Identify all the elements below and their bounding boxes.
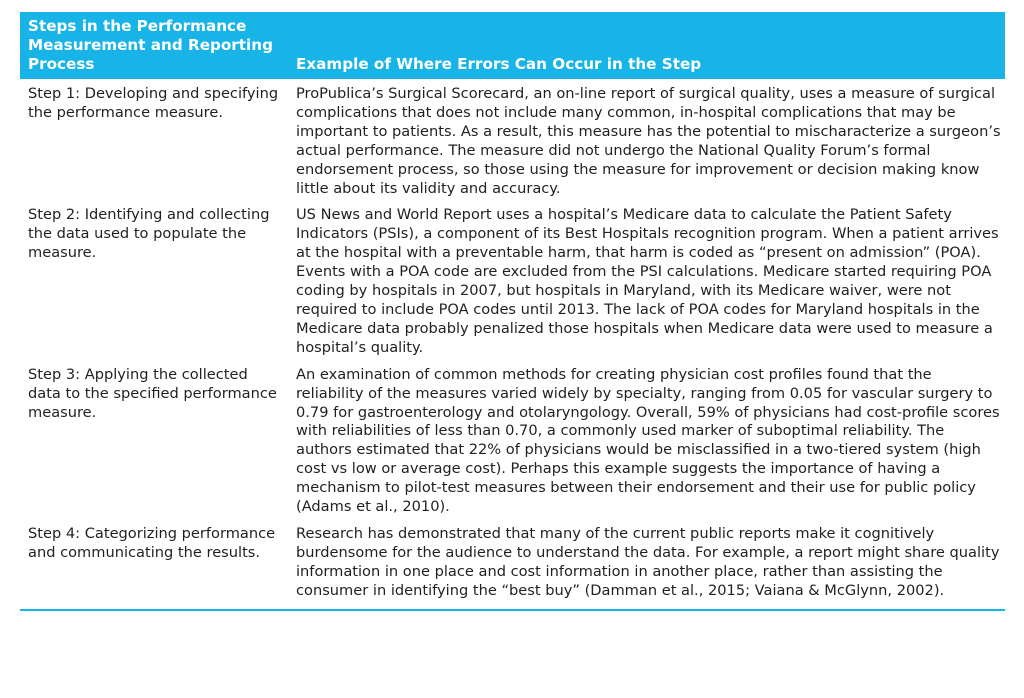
header-row — [20, 12, 1005, 79]
table-row — [20, 200, 1005, 359]
step-cell: Step 3: Applying the collected data to the specified performance measure. — [28, 365, 277, 421]
table-row — [20, 519, 1005, 603]
step-cell: Step 1: Developing and specifying the performance measure. — [28, 85, 279, 121]
table-header — [20, 12, 1005, 79]
example-cell: US News and World Report uses a hospital’s Medicare data to calculate the Patient Safety Indicators (PSIs), a component of its Best Hospitals recognition program. When a patient arrives at the hospital with a preventable harm, that harm is coded as “present on admission” (POA). Events with a POA code are excluded from the PSI calculations. Medicare started requiring POA coding by hospitals in 2007, but hospitals in Maryland, with its Medicare waiver, were not required to include POA codes until 2013. The lack of POA codes for Maryland hospitals in the Medicare data probably penalized those hospitals when Medicare data were used to measure a hospital’s quality. — [296, 206, 999, 356]
table-bottom-rule — [20, 609, 1005, 611]
errors-table — [20, 12, 1005, 603]
header-examples: Example of Where Errors Can Occur in the Step — [288, 12, 1005, 79]
step-cell: Step 4: Categorizing performance and communicating the results. — [28, 524, 276, 561]
errors-table-container — [20, 12, 1005, 611]
example-cell: Research has demonstrated that many of the current public reports make it cognitively burdensome for the audience to understand the data. For example, a report might share quality information in one place and cost information in another place, rather than assisting the consumer in identifying the “best buy” (Damman et al., 2015; Vaiana & McGlynn, 2002). — [296, 524, 1000, 599]
step-cell: Step 2: Identifying and collecting the data used to populate the measure. — [28, 206, 270, 262]
example-cell: ProPublica’s Surgical Scorecard, an on-line report of surgical quality, uses a measure of surgical complications that does not include many common, in-hospital complications that may be important to patients. As a result, this measure has the potential to mischaracterize a surgeon’s actual performance. The measure did not undergo the National Quality Forum’s formal endorsement process, so those using the measure for improvement or decision making know little about its validity and accuracy. — [296, 85, 1001, 197]
table-row — [20, 79, 1005, 200]
table-row — [20, 360, 1005, 519]
header-steps: Steps in the Performance Measurement and Reporting Process — [20, 12, 288, 79]
table-body — [20, 79, 1005, 603]
example-cell: An examination of common methods for creating physician cost profiles found that the reliability of the measures varied widely by specialty, ranging from 0.05 for vascular surgery to 0.79 for gastroenterology and otolaryngology. Overall, 59% of physicians had cost-profile scores with reliabilities of less than 0.70, a commonly used marker of suboptimal reliability. The authors estimated that 22% of physicians would be misclassified in a two-tiered system (high cost vs low or average cost). Perhaps this example suggests the importance of having a mechanism to pilot-test measures between their endorsement and their use for public policy (Adams et al., 2010). — [296, 365, 1000, 516]
